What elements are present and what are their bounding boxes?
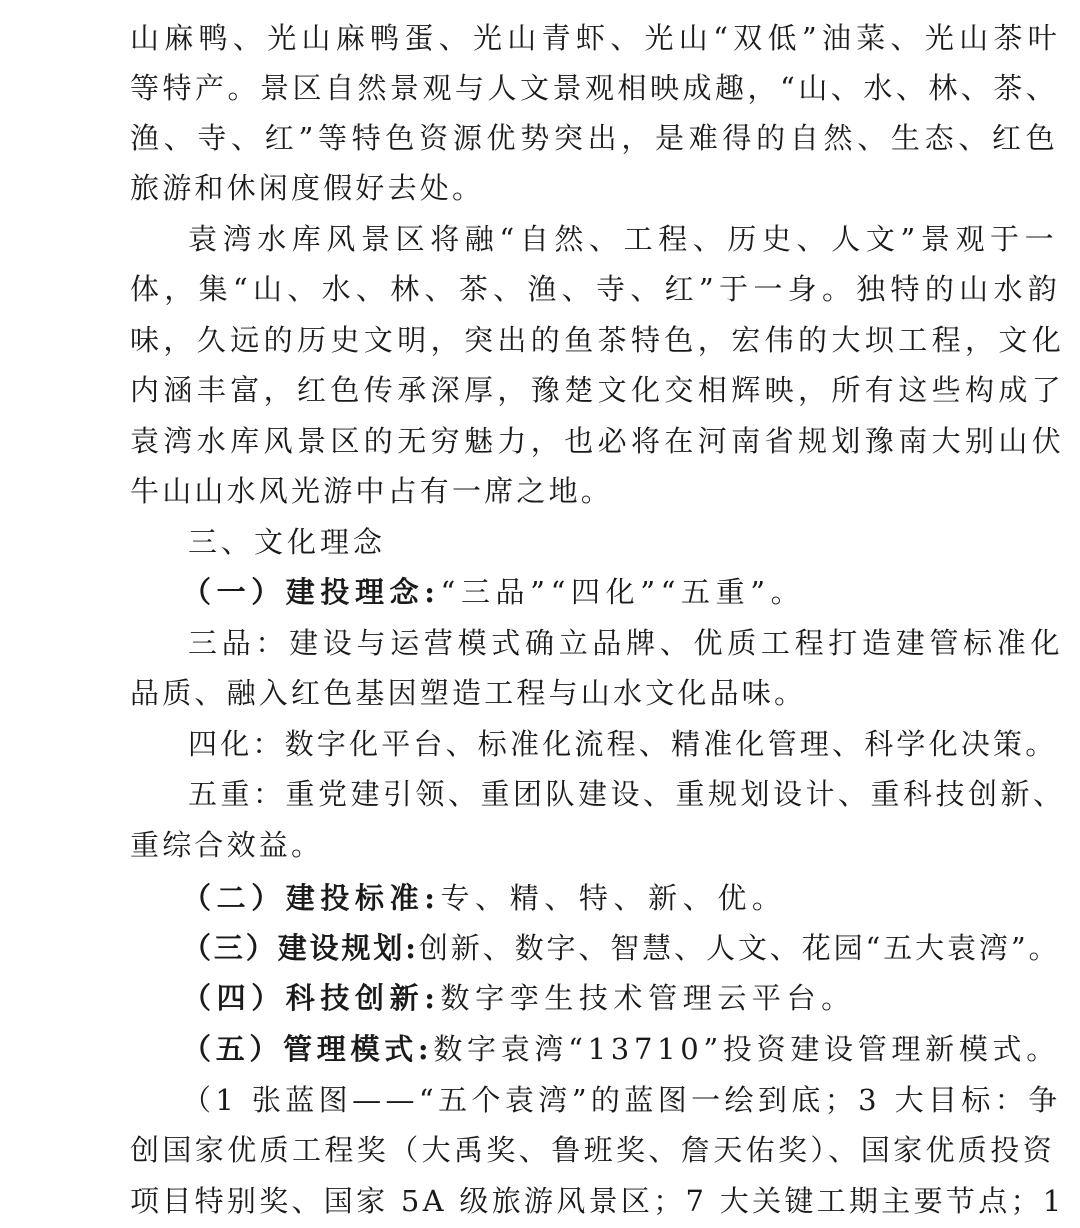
paragraph-line: 袁湾水库风景区将融“自然、工程、历史、人文”景观于一 [188,222,1060,256]
paragraph-line: 等特产。景区自然景观与人文景观相映成趣，“山、水、林、茶、 [130,71,1059,105]
paragraph-line: 四化：数字化平台、标准化流程、精准化管理、科学化决策。 [188,727,1058,761]
item-text: 创新、数字、智慧、人文、花园“五大袁湾”。 [418,931,1061,965]
paragraph-line: 品质、融入红色基因塑造工程与山水文化品味。 [130,676,807,710]
item-label: （二）建投标准: [182,881,441,915]
item-text: “三品”“四化”“五重”。 [440,575,806,609]
item-text: 数字孪生技术管理云平台。 [440,981,856,1015]
list-item [182,972,856,1024]
paragraph-line: 味，久远的历史文明，突出的鱼茶特色，宏伟的大坝工程，文化 [130,323,1066,357]
paragraph-line: 重综合效益。 [130,828,324,862]
paragraph-line: 山麻鸭、光山麻鸭蛋、光山青虾、光山“双低”油菜、光山茶叶 [130,21,1063,55]
item-text: 数字袁湾“13710”投资建设管理新模式。 [433,1032,1060,1066]
paragraph-line: 三品：建设与运营模式确立品牌、优质工程打造建管标准化 [188,626,1065,660]
paragraph-line: 旅游和休闲度假好去处。 [130,171,485,205]
item-label: （三）建设规划: [182,931,419,965]
list-item [182,922,1060,974]
list-item [182,872,787,924]
item-text: 专、精、特、新、优。 [440,881,787,915]
paragraph-line: 项目特别奖、国家 5A 级旅游风景区；7 大关键工期主要节点；1 [130,1184,1065,1218]
item-label: （一）建投理念: [182,575,441,609]
item-label: （五）管理模式: [182,1032,434,1066]
paragraph-line: （1 张蓝图——“五个袁湾”的蓝图一绘到底；3 大目标：争 [182,1083,1062,1117]
paragraph-line: 创国家优质工程奖（大禹奖、鲁班奖、詹天佑奖）、国家优质投资 [130,1133,1056,1167]
paragraph-line: 体，集“山、水、林、茶、渔、寺、红”于一身。独特的山水韵 [130,272,1063,306]
item-label: （四）科技创新: [182,981,441,1015]
list-item [182,1023,1060,1075]
paragraph-line: 五重：重党建引领、重团队建设、重规划设计、重科技创新、 [188,777,1066,811]
paragraph-line: 牛山山水风光游中占有一席之地。 [130,474,614,508]
list-item [182,566,805,618]
section-heading: 三、文化理念 [188,525,387,559]
paragraph-line: 渔、寺、红”等特色资源优势突出，是难得的自然、生态、红色 [130,121,1060,155]
paragraph-line: 袁湾水库风景区的无穷魅力，也必将在河南省规划豫南大别山伏 [130,424,1066,458]
paragraph-line: 内涵丰富，红色传承深厚，豫楚文化交相辉映，所有这些构成了 [130,373,1066,407]
